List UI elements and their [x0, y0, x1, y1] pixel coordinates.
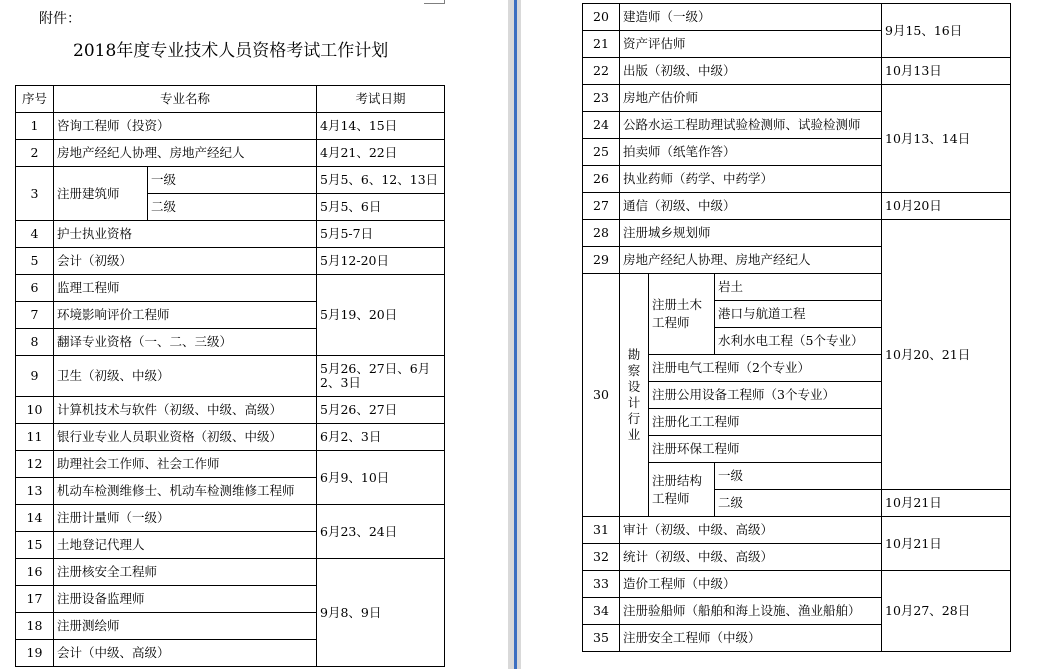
exam-name: 执业药师（药学、中药学） — [620, 166, 882, 193]
exam-date: 5月19、20日 — [317, 275, 445, 356]
table-row — [16, 424, 445, 451]
exam-name: 护士执业资格 — [54, 221, 317, 248]
table-row — [583, 85, 1011, 112]
header-date: 考试日期 — [317, 86, 445, 113]
row-no: 3 — [16, 167, 54, 221]
exam-name: 注册测绘师 — [54, 613, 317, 640]
row-no: 8 — [16, 329, 54, 356]
document-page-right — [521, 0, 1043, 669]
row-no: 33 — [583, 571, 620, 598]
exam-date: 5月5-7日 — [317, 221, 445, 248]
table-row — [16, 221, 445, 248]
table-row — [16, 140, 445, 167]
exam-name: 拍卖师（纸笔作答） — [620, 139, 882, 166]
row-no: 12 — [16, 451, 54, 478]
row-no: 13 — [16, 478, 54, 505]
exam-name: 注册计量师（一级） — [54, 505, 317, 532]
exam-name: 注册设备监理师 — [54, 586, 317, 613]
row-no: 28 — [583, 220, 620, 247]
row-no: 32 — [583, 544, 620, 571]
row-no: 16 — [16, 559, 54, 586]
exam-name: 注册公用设备工程师（3个专业） — [649, 382, 882, 409]
table-row — [583, 571, 1011, 598]
table-row — [16, 559, 445, 586]
table-row — [16, 113, 445, 140]
exam-name: 注册化工工程师 — [649, 409, 882, 436]
exam-name: 注册结构工程师 — [649, 463, 715, 517]
exam-date: 6月2、3日 — [317, 424, 445, 451]
exam-date: 10月21日 — [882, 517, 1011, 571]
exam-name: 房地产估价师 — [620, 85, 882, 112]
exam-name: 计算机技术与软件（初级、中级、高级） — [54, 397, 317, 424]
table-row — [16, 505, 445, 532]
row-no: 21 — [583, 31, 620, 58]
row-no: 30 — [583, 274, 620, 517]
exam-subcategory: 二级 — [715, 490, 882, 517]
row-no: 24 — [583, 112, 620, 139]
table-header-row — [16, 86, 445, 113]
table-row — [16, 167, 445, 194]
exam-name: 房地产经纪人协理、房地产经纪人 — [54, 140, 317, 167]
header-name: 专业名称 — [54, 86, 317, 113]
exam-name: 出版（初级、中级） — [620, 58, 882, 85]
table-row — [583, 220, 1011, 247]
page-divider-line — [514, 0, 517, 669]
exam-name: 注册土木工程师 — [649, 274, 715, 355]
row-no: 34 — [583, 598, 620, 625]
table-row — [16, 356, 445, 397]
row-no: 10 — [16, 397, 54, 424]
exam-subcategory: 水利水电工程（5个专业） — [715, 328, 882, 355]
exam-name: 注册安全工程师（中级） — [620, 625, 882, 652]
exam-date: 10月20日 — [882, 193, 1011, 220]
exam-subcategory: 岩土 — [715, 274, 882, 301]
exam-name: 翻译专业资格（一、二、三级） — [54, 329, 317, 356]
table-row — [583, 4, 1011, 31]
exam-name: 会计（中级、高级） — [54, 640, 317, 667]
exam-date: 10月20、21日 — [882, 220, 1011, 490]
margin-crop-mark — [444, 0, 445, 4]
exam-date: 5月12-20日 — [317, 248, 445, 275]
table-row — [583, 58, 1011, 85]
table-row — [583, 517, 1011, 544]
exam-name: 注册电气工程师（2个专业） — [649, 355, 882, 382]
row-no: 19 — [16, 640, 54, 667]
exam-schedule-table-right — [582, 3, 1011, 652]
exam-name: 土地登记代理人 — [54, 532, 317, 559]
document-title: 2018年度专业技术人员资格考试工作计划 — [73, 41, 389, 61]
table-row — [16, 248, 445, 275]
margin-crop-mark — [424, 3, 444, 4]
row-no: 22 — [583, 58, 620, 85]
exam-date: 4月21、22日 — [317, 140, 445, 167]
row-no: 9 — [16, 356, 54, 397]
exam-date: 10月21日 — [882, 490, 1011, 517]
exam-name: 建造师（一级） — [620, 4, 882, 31]
exam-date: 10月27、28日 — [882, 571, 1011, 652]
exam-name: 资产评估师 — [620, 31, 882, 58]
row-no: 7 — [16, 302, 54, 329]
row-no: 4 — [16, 221, 54, 248]
exam-date: 9月8、9日 — [317, 559, 445, 667]
row-no: 11 — [16, 424, 54, 451]
row-no: 15 — [16, 532, 54, 559]
row-no: 6 — [16, 275, 54, 302]
exam-name: 银行业专业人员职业资格（初级、中级） — [54, 424, 317, 451]
exam-name: 注册核安全工程师 — [54, 559, 317, 586]
exam-name: 监理工程师 — [54, 275, 317, 302]
table-row — [16, 397, 445, 424]
exam-date: 10月13、14日 — [882, 85, 1011, 193]
exam-date: 4月14、15日 — [317, 113, 445, 140]
exam-name: 通信（初级、中级） — [620, 193, 882, 220]
row-no: 20 — [583, 4, 620, 31]
row-no: 27 — [583, 193, 620, 220]
exam-subcategory: 一级 — [715, 463, 882, 490]
exam-name: 环境影响评价工程师 — [54, 302, 317, 329]
exam-name: 造价工程师（中级） — [620, 571, 882, 598]
exam-date: 6月23、24日 — [317, 505, 445, 559]
exam-name: 卫生（初级、中级） — [54, 356, 317, 397]
exam-name: 注册环保工程师 — [649, 436, 882, 463]
exam-date: 6月9、10日 — [317, 451, 445, 505]
exam-name: 机动车检测维修士、机动车检测维修工程师 — [54, 478, 317, 505]
exam-schedule-table-left — [15, 85, 445, 667]
row-no: 23 — [583, 85, 620, 112]
row-no: 1 — [16, 113, 54, 140]
table-row — [16, 275, 445, 302]
table-row — [16, 451, 445, 478]
exam-date: 9月15、16日 — [882, 4, 1011, 58]
header-no: 序号 — [16, 86, 54, 113]
exam-date: 5月26、27日、6月2、3日 — [317, 356, 445, 397]
exam-date: 5月5、6日 — [317, 194, 445, 221]
exam-name: 注册验船师（船舶和海上设施、渔业船舶） — [620, 598, 882, 625]
row-no: 25 — [583, 139, 620, 166]
row-no: 5 — [16, 248, 54, 275]
exam-subcategory: 二级 — [148, 194, 317, 221]
attachment-label: 附件： — [39, 11, 81, 27]
row-no: 26 — [583, 166, 620, 193]
row-no: 14 — [16, 505, 54, 532]
row-no: 35 — [583, 625, 620, 652]
exam-name: 统计（初级、中级、高级） — [620, 544, 882, 571]
exam-date: 5月26、27日 — [317, 397, 445, 424]
document-page-left — [0, 0, 508, 669]
row-no: 17 — [16, 586, 54, 613]
exam-name: 会计（初级） — [54, 248, 317, 275]
exam-name: 审计（初级、中级、高级） — [620, 517, 882, 544]
exam-name: 公路水运工程助理试验检测师、试验检测师 — [620, 112, 882, 139]
row-no: 29 — [583, 247, 620, 274]
row-no: 18 — [16, 613, 54, 640]
exam-date: 5月5、6、12、13日 — [317, 167, 445, 194]
exam-subcategory: 港口与航道工程 — [715, 301, 882, 328]
exam-name: 助理社会工作师、社会工作师 — [54, 451, 317, 478]
exam-group-name: 勘察设计行业 — [620, 274, 649, 517]
exam-date: 10月13日 — [882, 58, 1011, 85]
exam-name: 注册城乡规划师 — [620, 220, 882, 247]
exam-name: 咨询工程师（投资） — [54, 113, 317, 140]
exam-name: 注册建筑师 — [54, 167, 148, 221]
row-no: 2 — [16, 140, 54, 167]
exam-subcategory: 一级 — [148, 167, 317, 194]
table-row — [583, 193, 1011, 220]
exam-name: 房地产经纪人协理、房地产经纪人 — [620, 247, 882, 274]
row-no: 31 — [583, 517, 620, 544]
